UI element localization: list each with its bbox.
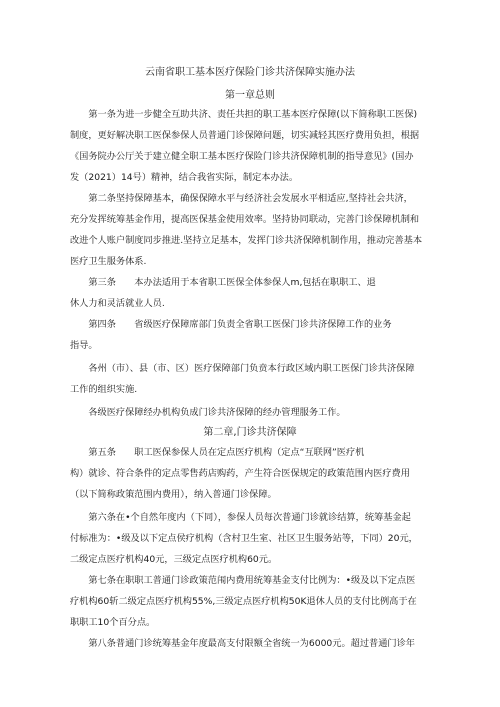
text-line: 疗机构60斩二级定点医疗机构55%,三级定点医疗机构50K退休人员的支付比例高于在: [70, 596, 417, 607]
text-line: 第二条坚持保障基本，确保保障水平与经济社会发展水平相适应,坚持社会共济，: [70, 193, 413, 204]
text-line: 休人力和灵活就业人员.: [70, 298, 165, 309]
text-line: 《国务院办公厅关于建立健全职工基本医疗保险门诊共济保障机制的指导意见》(国办: [70, 151, 414, 162]
paragraph: [70, 188, 432, 272]
paragraph: [70, 402, 432, 423]
text-line: 医疗卫生服务体系.: [70, 256, 147, 267]
paragraph: [70, 104, 432, 188]
text-line: 指导。: [70, 340, 98, 351]
text-line: 制度，更好解决职工医保参保人员普通门诊保障问题，切实减轻其医疗费用负担，根据: [70, 130, 420, 141]
text-line: 第一条为进一步健全互助共济、责任共担的职工基本医疗保障(以下简称职工医保): [70, 109, 418, 120]
chapter-heading: 第一章总则: [225, 90, 275, 101]
text-line: 第七条在职职工普通门诊政策范闱内费用统筹基金支付比例为：•级及以下定点医: [70, 575, 416, 586]
paragraph: [70, 507, 432, 570]
text-line: 第三条 本办法适用于本省职工医保全体参保人m,包括在职职工、退: [70, 277, 376, 288]
paragraph: [70, 633, 432, 654]
text-line: 各级医疗保障经办机构负成门诊共济保障的经办管理服务工作。: [70, 407, 346, 418]
paragraph: [70, 442, 432, 505]
chapter-heading: 第二章,门诊共济保障: [203, 427, 297, 438]
text-line: 构）就诊、符合条件的定点零售药店购药，产生符合医保规定的政策范围内医疗费用: [70, 468, 410, 479]
text-line: 第八条普通门诊统筹基金年度最高支付限额全省统一为6000元。超过普通门诊年: [70, 638, 415, 649]
document-title: 云南省职工基本医疗保险门诊共济保障实施办法: [145, 67, 355, 78]
text-line: 充分发挥统筹基金作用，提高医保基金使用效率。坚持协同联动，完善门诊保障机制和: [70, 214, 420, 225]
text-line: 第六条在•个自然年度内（下同），参保人员每次普通门诊就诊结算，统筹基金起: [70, 512, 411, 523]
text-line: 职职工10个百分点。: [70, 617, 156, 628]
text-line: 改进个人账户制度同步推进.坚持立足基本，发挥门诊共济保障机制作用，推动完善基本: [70, 235, 423, 246]
paragraph: [70, 314, 432, 356]
text-line: 第五条 职工医保参保人员在定点医疗机构（定点“互联网”医疗机: [70, 447, 365, 458]
text-line: 付标准为：•级及以下定点侯疗机构（含村卫生室、社区卫生服务站等，下同）20元，: [70, 533, 418, 544]
paragraph: [70, 570, 432, 633]
paragraph: [70, 272, 432, 314]
paragraph: [70, 358, 432, 400]
text-line: 各州（市）、县（市、区）医疗保障部门负贲本行政区域内职工医保门诊共济保障: [70, 363, 415, 374]
text-line: 二级定点医疗机构40元，三级定点医疗机构60元。: [70, 554, 278, 565]
text-line: 发（2021）14号）精神，结合我省实际，制定本办法。: [70, 172, 299, 183]
text-line: 工作的组织实施.: [70, 384, 138, 395]
text-line: 第四条 省级医疗保障席部门负责全省职工医保门诊共济保障工作的业务: [70, 319, 392, 330]
text-line: （以下简称政策范围内费用），纳入普通门诊保障。: [70, 489, 277, 500]
